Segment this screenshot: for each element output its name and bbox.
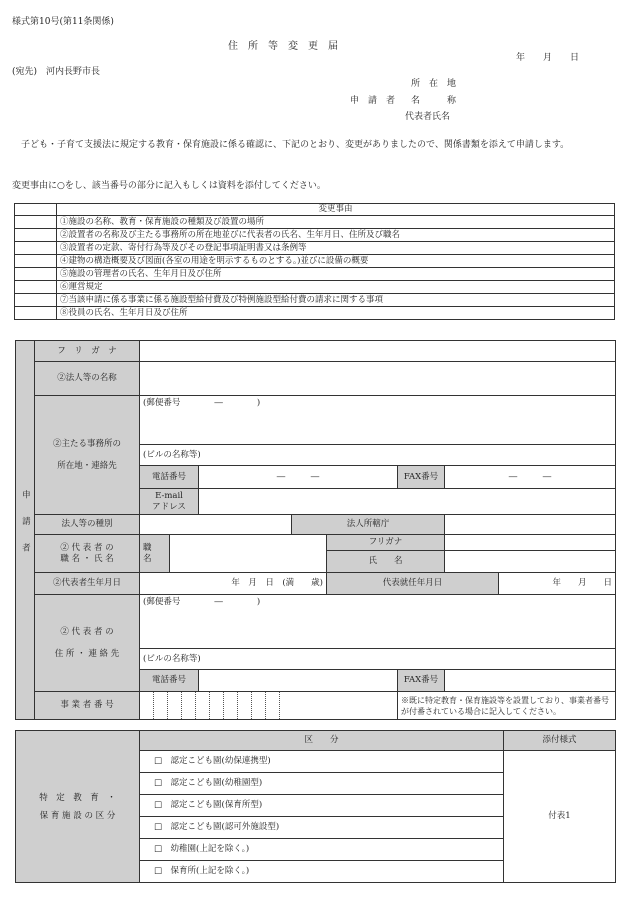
- business-number-label: 事 業 者 番 号: [35, 692, 140, 720]
- applicant-label: 申 請 者: [350, 96, 396, 106]
- addressee: (宛先) 河内長野市長: [12, 67, 101, 77]
- form-title: 住 所 等 変 更 届: [228, 41, 338, 52]
- reason-row[interactable]: [15, 294, 615, 307]
- postal-code-label: (郵便番号 ― ): [143, 398, 261, 408]
- facility-option[interactable]: □ 幼稚園(上記を除く。): [140, 839, 504, 861]
- reason-item: ⑥運営規定: [57, 281, 615, 294]
- phone-label-2: 電話番号: [140, 670, 199, 692]
- fax-input[interactable]: ― ―: [445, 466, 616, 489]
- rep-shimei-input[interactable]: [445, 551, 616, 573]
- facility-option[interactable]: □ 保育所(上記を除く。): [140, 861, 504, 883]
- rep-post-input[interactable]: [170, 535, 327, 573]
- reason-item: ⑤施設の管理者の氏名、生年月日及び住所: [57, 268, 615, 281]
- office-label: ②主たる事務所の 所在地・連絡先: [35, 396, 140, 515]
- reason-item: ②設置者の名称及び主たる事務所の所在地並びに代表者の氏名、生年月日、住所及び職名: [57, 229, 615, 242]
- attachment-value: 付表1: [504, 751, 616, 883]
- rep-birth-label: ②代表者生年月日: [35, 573, 140, 595]
- facility-option[interactable]: □ 認定こども園(認可外施設型): [140, 817, 504, 839]
- reason-row[interactable]: [15, 268, 615, 281]
- business-number-note: ※既に特定教育・保育施設等を設置しており、事業者番号が付番されている場合に記入してください。: [398, 692, 616, 720]
- business-number-input[interactable]: [140, 692, 398, 720]
- office-building-input[interactable]: [140, 445, 616, 466]
- reason-row[interactable]: [15, 255, 615, 268]
- email-label: E-mail アドレス: [140, 489, 199, 515]
- rep-name-label: ② 代 表 者 の 職 名 ・ 氏 名: [35, 535, 140, 573]
- form-number: 様式第10号(第11条関係): [12, 17, 114, 27]
- facility-category-header: 区 分: [140, 731, 504, 751]
- corp-type-input[interactable]: [140, 515, 292, 535]
- corp-agency-label: 法人所轄庁: [292, 515, 445, 535]
- corp-type-label: 法人等の種別: [35, 515, 140, 535]
- rep-postal-input[interactable]: [140, 595, 616, 649]
- reason-row[interactable]: [15, 216, 615, 229]
- furigana-small-label: フリガナ: [327, 535, 445, 551]
- representative-name-label: 代表者氏名: [405, 112, 451, 122]
- reason-row[interactable]: [15, 229, 615, 242]
- rep-address-label: ② 代 表 者 の 住 所 ・ 連 絡 先: [35, 595, 140, 692]
- reasons-table: [14, 203, 615, 320]
- phone-label: 電話番号: [140, 466, 199, 489]
- applicant-name-label: 名 称: [411, 96, 457, 106]
- rep-start-label: 代表就任年月日: [327, 573, 499, 595]
- reason-row[interactable]: [15, 307, 615, 320]
- facility-option[interactable]: □ 認定こども園(幼保連携型): [140, 751, 504, 773]
- building-label-2: (ビルの名称等): [143, 653, 201, 664]
- postal-code-label-2: (郵便番号 ― ): [143, 597, 261, 607]
- reason-row[interactable]: [15, 242, 615, 255]
- building-label: (ビルの名称等): [143, 449, 201, 460]
- reason-item: ①施設の名称、教育・保育施設の種類及び設置の場所: [57, 216, 615, 229]
- furigana-label: フ リ ガ ナ: [35, 341, 140, 362]
- reason-item: ⑧役員の氏名、生年月日及び住所: [57, 307, 615, 320]
- email-input[interactable]: [199, 489, 616, 515]
- instruction-text: 変更事由に○をし、該当番号の部分に記入もしくは資料を添付してください。: [12, 181, 326, 191]
- shimei-label: 氏 名: [327, 551, 445, 573]
- office-postal-input[interactable]: [140, 396, 616, 445]
- applicant-table: [15, 340, 616, 720]
- facility-label: 特 定 教 育 ・ 保 育 施 設 の 区 分: [16, 731, 140, 883]
- corp-name-label: ②法人等の名称: [35, 362, 140, 396]
- rep-birth-input[interactable]: 年 月 日 (満 歳): [140, 573, 327, 595]
- date-line: 年 月 日: [516, 53, 580, 63]
- reason-item: ③設置者の定款、寄付行為等及びその登記事項証明書又は条例等: [57, 242, 615, 255]
- fax-label: FAX番号: [398, 466, 445, 489]
- corp-name-input[interactable]: [140, 362, 616, 396]
- reason-row[interactable]: [15, 281, 615, 294]
- intro-text: 子ども・子育て支援法に規定する教育・保育施設に係る確認に、下記のとおり、変更がありましたので、関係書類を添えて申請します。: [21, 140, 570, 150]
- phone-input[interactable]: ― ―: [199, 466, 398, 489]
- rep-furigana-input[interactable]: [445, 535, 616, 551]
- rep-post-label: 職 名: [140, 535, 170, 573]
- facility-option[interactable]: □ 認定こども園(保育所型): [140, 795, 504, 817]
- furigana-input[interactable]: [140, 341, 616, 362]
- attachment-header: 添付様式: [504, 731, 616, 751]
- reasons-header: 変更事由: [57, 204, 615, 216]
- fax-input-2[interactable]: [445, 670, 616, 692]
- rep-start-input[interactable]: 年 月 日: [499, 573, 616, 595]
- reason-item: ④建物の構造概要及び図面(各室の用途を明示するものとする。)並びに設備の概要: [57, 255, 615, 268]
- corp-agency-input[interactable]: [445, 515, 616, 535]
- reason-item: ⑦当該申請に係る事業に係る施設型給付費及び特例施設型給付費の請求に関する事項: [57, 294, 615, 307]
- applicant-address-label: 所 在 地: [411, 79, 457, 89]
- applicant-side-label: 申請者: [16, 341, 35, 720]
- facility-option[interactable]: □ 認定こども園(幼稚園型): [140, 773, 504, 795]
- rep-building-input[interactable]: [140, 649, 616, 670]
- facility-table: [15, 730, 616, 883]
- fax-label-2: FAX番号: [398, 670, 445, 692]
- phone-input-2[interactable]: [199, 670, 398, 692]
